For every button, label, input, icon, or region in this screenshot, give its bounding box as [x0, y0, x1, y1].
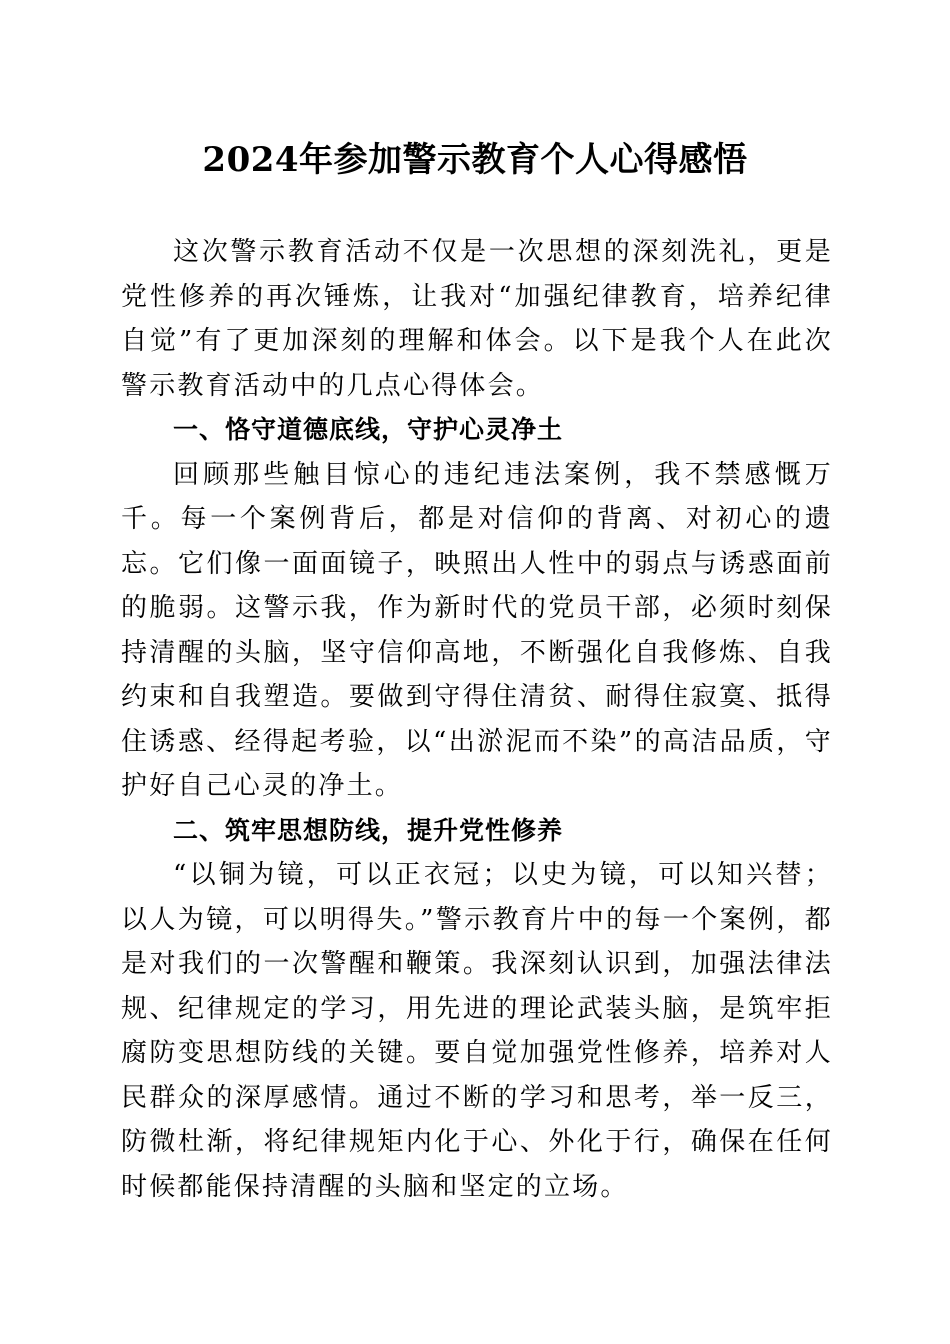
document-title: 2024年参加警示教育个人心得感悟	[202, 140, 748, 180]
section-2-heading: 二、筑牢思想防线，提升党性修养	[173, 815, 564, 845]
section-1-paragraph: 回顾那些触目惊心的违纪违法案例，我不禁感慨万千。每一个案例背后，都是对信仰的背离、对初心的遗忘。它们像一面面镜子，映照出人性中的弱点与诱惑面前的脆弱。这警示我，作为新时代的党员干部，必须时刻保持清醒的头脑，坚守信仰高地，不断强化自我修炼、自我约束和自我塑造。要做到守得住清贫、耐得住寂寞、抵得住诱惑、经得起考验，以“出淤泥而不染”的高洁品质，守护好自己心灵的净土。	[121, 459, 833, 801]
document-body	[121, 230, 833, 1209]
section-2-paragraph: “以铜为镜，可以正衣冠；以史为镜，可以知兴替；以人为镜，可以明得失。”警示教育片中的每一个案例，都是对我们的一次警醒和鞭策。我深刻认识到，加强法律法规、纪律规定的学习，用先进的理论武装头脑，是筑牢拒腐防变思想防线的关键。要自觉加强党性修养，培养对人民群众的深厚感情。通过不断的学习和思考，举一反三，防微杜渐，将纪律规矩内化于心、外化于行，确保在任何时候都能保持清醒的头脑和坚定的立场。	[121, 860, 833, 1202]
section-1-heading: 一、恪守道德底线，守护心灵净土	[173, 415, 564, 444]
intro-paragraph: 这次警示教育活动不仅是一次思想的深刻洗礼，更是党性修养的再次锤炼，让我对“加强纪律教育，培养纪律自觉”有了更加深刻的理解和体会。以下是我个人在此次警示教育活动中的几点心得体会。	[121, 237, 833, 401]
